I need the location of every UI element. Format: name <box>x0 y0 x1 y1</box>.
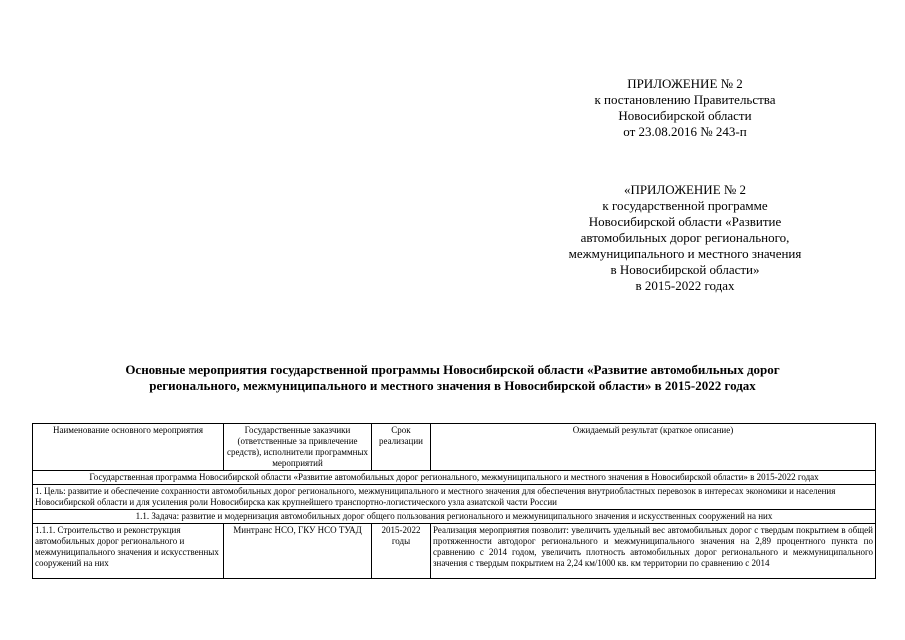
title-line: Основные мероприятия государственной программы Новосибирской области «Развитие автомобильных дорог <box>125 362 780 377</box>
table-header-row <box>33 424 876 471</box>
title-line: регионального, межмуниципального и местного значения в Новосибирской области» в 2015-2022 годах <box>149 378 756 393</box>
header-cell-customers: Государственные заказчики (ответственные за привлечение средств), исполнители программных мероприятий <box>224 424 372 471</box>
appendix-date-number: от 23.08.2016 № 243-п <box>623 124 747 139</box>
table-row <box>33 510 876 524</box>
program-appendix-number: «ПРИЛОЖЕНИЕ № 2 <box>623 182 747 197</box>
header-cell-result: Ожидаемый результат (краткое описание) <box>431 424 876 471</box>
program-row-cell: Государственная программа Новосибирской области «Развитие автомобильных дорог регионального, межмуниципального и местного значения в Новосибирской области» в 2015-2022 годах <box>33 471 876 485</box>
appendix-resolution-header <box>560 76 810 140</box>
goal-row-cell: 1. Цель: развитие и обеспечение сохранности автомобильных дорог регионального, межмуниципального и местного значения для обеспечения внутриобластных перевозок в интересах экономики и населения Новосибирской области и для усиления роли Новосибирска как крупнейшего транспортно-логистического узла азиатской части России <box>33 485 876 510</box>
table-row <box>33 485 876 510</box>
item-customers-cell: Минтранс НСО, ГКУ НСО ТУАД <box>224 524 372 579</box>
item-name-cell: 1.1.1. Строительство и реконструкция автомобильных дорог регионального и межмуниципального значения и искусственных сооружений на них <box>33 524 224 579</box>
header-cell-period: Срок реализации <box>372 424 431 471</box>
document-title <box>40 362 865 394</box>
appendix-program-header <box>540 182 830 294</box>
program-appendix-line: межмуниципального и местного значения <box>568 246 802 261</box>
program-appendix-line: автомобильных дорог регионального, <box>580 230 790 245</box>
table-row <box>33 471 876 485</box>
table-row <box>33 524 876 579</box>
item-result-cell: Реализация мероприятия позволит: увеличить удельный вес автомобильных дорог с твердым покрытием в общей протяженности автодорог регионального и межмуниципального значения на 2,89 процентного пункта по сравнению с 2014 годом, увеличить плотность автомобильных дорог регионального и межмуниципального значения с твердым покрытием на 2,24 км/1000 кв. км территории по сравнению с 2014 <box>431 524 876 579</box>
program-appendix-line: в 2015-2022 годах <box>635 278 735 293</box>
program-appendix-line: в Новосибирской области» <box>610 262 760 277</box>
measures-table <box>32 423 876 579</box>
task-row-cell: 1.1. Задача: развитие и модернизация автомобильных дорог общего пользования регионального и межмуниципального значения и искусственных сооружений на них <box>33 510 876 524</box>
header-cell-name: Наименование основного мероприятия <box>33 424 224 471</box>
appendix-resolution-ref: к постановлению Правительства <box>594 92 776 107</box>
program-appendix-line: Новосибирской области «Развитие <box>588 214 782 229</box>
appendix-number: ПРИЛОЖЕНИЕ № 2 <box>627 76 743 91</box>
item-period-cell: 2015-2022 годы <box>372 524 431 579</box>
program-appendix-line: к государственной программе <box>602 198 768 213</box>
appendix-region: Новосибирской области <box>618 108 752 123</box>
